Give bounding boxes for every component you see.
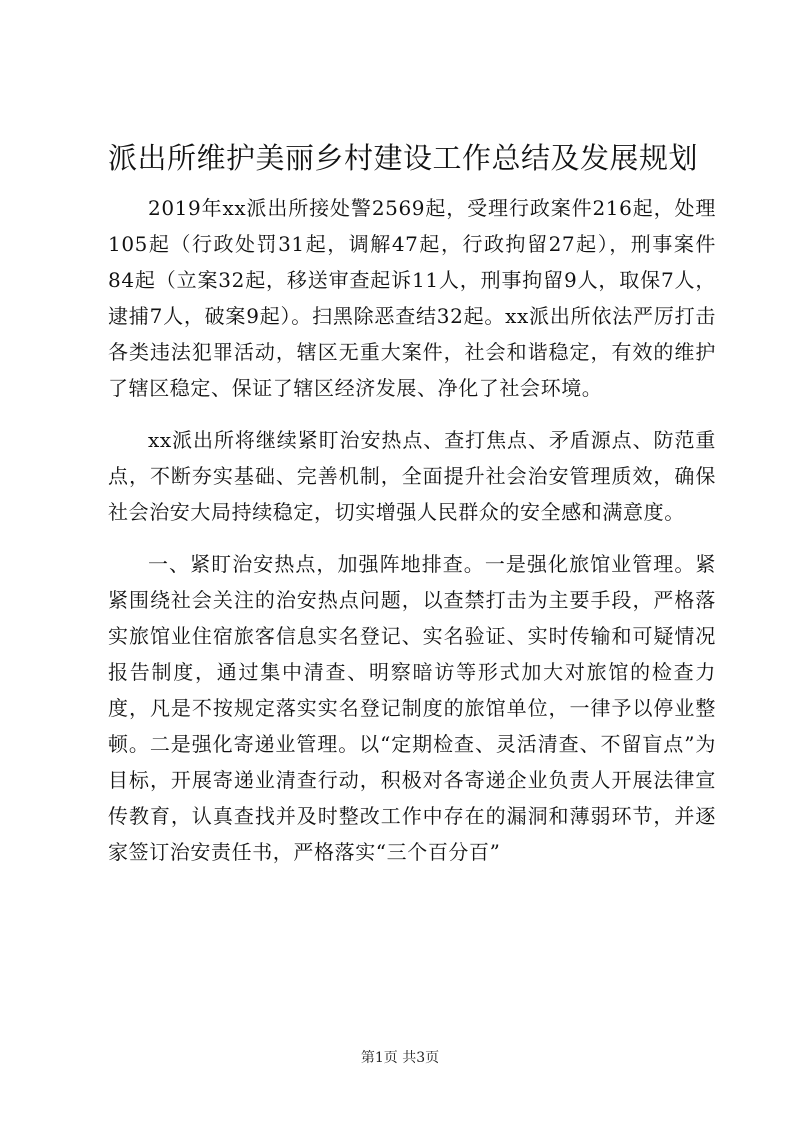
document-title: 派出所维护美丽乡村建设工作总结及发展规划 [108, 141, 699, 175]
paragraph-1: 2019年xx派出所接处警2569起，受理行政案件216起，处理105起（行政处罚31起，调解47起，行政拘留27起），刑事案件84起（立案32起，移送审查起诉11人，刑事拘留9人，取保7人，逮捕7人，破案9起）。扫黑除恶查结32起。xx派出所依法严厉打击各类违法犯罪活动，辖区无重大案件，社会和谐稳定，有效的维护了辖区稳定、保证了辖区经济发展、净化了社会环境。 [108, 196, 716, 400]
paragraph-2: xx派出所将继续紧盯治安热点、查打焦点、矛盾源点、防范重点，不断夯实基础、完善机制，全面提升社会治安管理质效，确保社会治安大局持续稳定，切实增强人民群众的安全感和满意度。 [108, 428, 716, 524]
page-number-footer: 第1页 共3页 [360, 1050, 440, 1066]
paragraph-3: 一、紧盯治安热点，加强阵地排查。一是强化旅馆业管理。紧紧围绕社会关注的治安热点问题，以查禁打击为主要手段，严格落实旅馆业住宿旅客信息实名登记、实名验证、实时传输和可疑情况报告制度，通过集中清查、明察暗访等形式加大对旅馆的检查力度，凡是不按规定落实实名登记制度的旅馆单位，一律予以停业整顿。二是强化寄递业管理。以“定期检查、灵活清查、不留盲点”为目标，开展寄递业清查行动，积极对各寄递企业负责人开展法律宣传教育，认真查找并及时整改工作中存在的漏洞和薄弱环节，并逐家签订治安责任书，严格落实“三个百分百” [108, 552, 716, 864]
document-body [108, 190, 716, 886]
